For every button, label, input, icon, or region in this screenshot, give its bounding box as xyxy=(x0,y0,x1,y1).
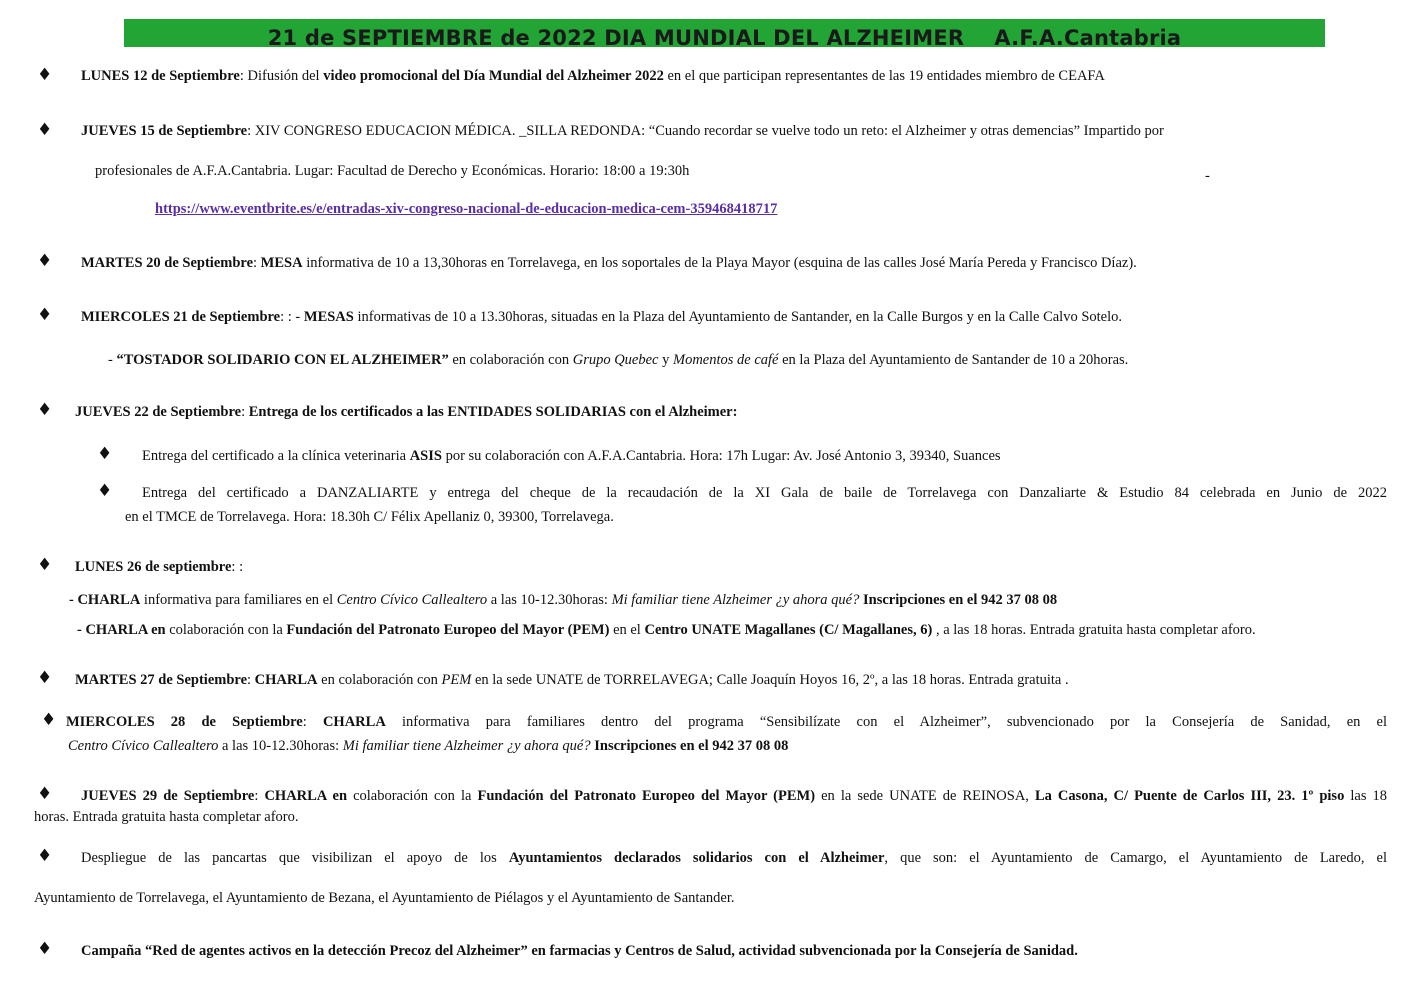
event-jueves-22: JUEVES 22 de Septiembre: Entrega de los certificados a las ENTIDADES SOLIDARIAS con el Alzheimer: xyxy=(75,404,738,420)
bullet-icon: ♦ xyxy=(37,555,53,575)
event-jueves-15-line2: profesionales de A.F.A.Cantabria. Lugar: Facultad de Derecho y Económicas. Horario: 18:00 a 19:30h xyxy=(95,163,690,179)
campana-red-agentes: Campaña “Red de agentes activos en la detección Precoz del Alzheimer” en farmacias y Centros de Salud, actividad subvencionada por la Consejería de Sanidad. xyxy=(81,943,1078,959)
bullet-icon: ♦ xyxy=(37,400,53,420)
bullet-icon: ♦ xyxy=(37,784,53,804)
page-title: 21 de SEPTIEMBRE de 2022 DIA MUNDIAL DEL ALZHEIMER A.F.A.Cantabria xyxy=(267,26,1182,47)
event-lunes-26: LUNES 26 de septiembre: : xyxy=(75,559,244,575)
event-miercoles-28-line2: Centro Cívico Callealtero a las 10-12.30horas: Mi familiar tiene Alzheimer ¿y ahora qué? Inscripciones en el 942 37 08 08 xyxy=(68,738,789,754)
entrega-asis: Entrega del certificado a la clínica veterinaria ASIS por su colaboración con A.F.A.Cantabria. Hora: 17h Lugar: Av. José Antonio 3, 39340, Suances xyxy=(142,448,1001,464)
bullet-icon: ♦ xyxy=(37,251,53,271)
eventbrite-link[interactable]: https://www.eventbrite.es/e/entradas-xiv-congreso-nacional-de-educacion-medica-cem-359468418717 xyxy=(155,201,778,217)
event-martes-27: MARTES 27 de Septiembre: CHARLA en colaboración con PEM en la sede UNATE de TORRELAVEGA; Calle Joaquín Hoyos 16, 2º, a las 18 horas. Entrada gratuita . xyxy=(75,672,1069,688)
event-jueves-29: JUEVES 29 de Septiembre: CHARLA en colaboración con la Fundación del Patronato Europeo del Mayor (PEM) en la sede UNATE de REINOSA, La Casona, C/ Puente de Carlos III, 23. 1º piso las 18 xyxy=(81,788,1388,804)
bullet-icon: ♦ xyxy=(37,65,53,85)
event-miercoles-21: MIERCOLES 21 de Septiembre: : - MESAS informativas de 10 a 13.30horas, situadas en la Plaza del Ayuntamiento de Santander, en la Calle Burgos y en la Calle Calvo Sotelo. xyxy=(81,309,1123,325)
dash-mark: - xyxy=(1205,168,1210,184)
bullet-icon: ♦ xyxy=(97,481,113,501)
bullet-icon: ♦ xyxy=(37,305,53,325)
charla-callealtero: - CHARLA informativa para familiares en el Centro Cívico Callealtero a las 10-12.30horas: Mi familiar tiene Alzheimer ¿y ahora qué? Inscripciones en el 942 37 08 08 xyxy=(69,592,1058,608)
bullet-icon: ♦ xyxy=(37,846,53,866)
event-martes-20: MARTES 20 de Septiembre: MESA informativa de 10 a 13,30horas en Torrelavega, en los soportales de la Playa Mayor (esquina de las calles José María Pereda y Francisco Díaz). xyxy=(81,255,1137,271)
pancartas-ayuntamientos-line2: Ayuntamiento de Torrelavega, el Ayuntamiento de Bezana, el Ayuntamiento de Piélagos y el Ayuntamiento de Santander. xyxy=(34,890,735,906)
bullet-icon: ♦ xyxy=(97,444,113,464)
bullet-icon: ♦ xyxy=(41,710,57,730)
event-miercoles-21-tostador: - “TOSTADOR SOLIDARIO CON EL ALZHEIMER” en colaboración con Grupo Quebec y Momentos de café en la Plaza del Ayuntamiento de Santander de 10 a 20horas. xyxy=(108,352,1129,368)
event-miercoles-28: MIERCOLES 28 de Septiembre: CHARLA informativa para familiares dentro del programa “Sensibilízate con el Alzheimer”, subvencionado por la Consejería de Sanidad, en el xyxy=(66,714,1388,730)
bullet-icon: ♦ xyxy=(37,668,53,688)
event-lunes-12: LUNES 12 de Septiembre: Difusión del video promocional del Día Mundial del Alzheimer 2022 en el que participan representantes de las 19 entidades miembro de CEAFA xyxy=(81,68,1105,84)
bullet-icon: ♦ xyxy=(37,120,53,140)
entrega-danzaliarte: Entrega del certificado a DANZALIARTE y entrega del cheque de la recaudación de la XI Gala de baile de Torrelavega con Danzaliarte & Estudio 84 celebrada en Junio de 2022 xyxy=(142,485,1387,501)
charla-unate-magallanes: - CHARLA en colaboración con la Fundación del Patronato Europeo del Mayor (PEM) en el Centro UNATE Magallanes (C/ Magallanes, 6) , a las 18 horas. Entrada gratuita hasta completar aforo. xyxy=(77,622,1256,638)
event-jueves-29-line2: horas. Entrada gratuita hasta completar aforo. xyxy=(34,809,299,825)
entrega-danzaliarte-line2: en el TMCE de Torrelavega. Hora: 18.30h C/ Félix Apellaniz 0, 39300, Torrelavega. xyxy=(125,509,614,525)
title-banner xyxy=(124,19,1325,47)
pancartas-ayuntamientos: Despliegue de las pancartas que visibilizan el apoyo de los Ayuntamientos declarados solidarios con el Alzheimer, que son: el Ayuntamiento de Camargo, el Ayuntamiento de Laredo, el xyxy=(81,850,1387,866)
bullet-icon: ♦ xyxy=(37,939,53,959)
event-jueves-15: JUEVES 15 de Septiembre: XIV CONGRESO EDUCACION MÉDICA. _SILLA REDONDA: “Cuando recordar se vuelve todo un reto: el Alzheimer y otras demencias” Impartido por xyxy=(81,123,1164,139)
